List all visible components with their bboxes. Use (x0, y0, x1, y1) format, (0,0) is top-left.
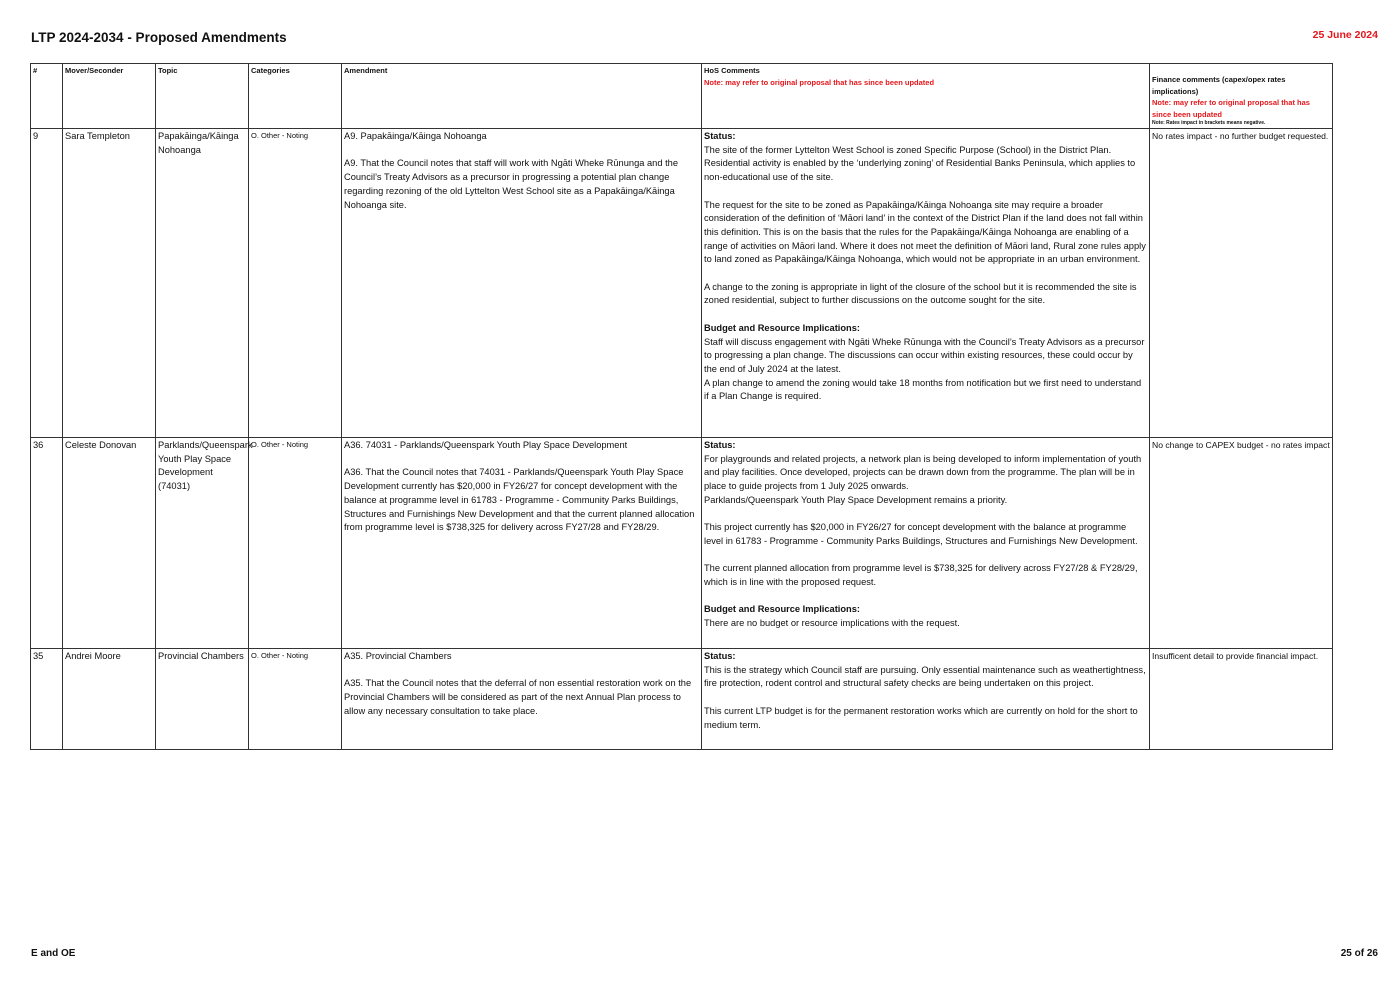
column-header-mover: Mover/Seconder (63, 64, 156, 129)
status-paragraph: A change to the zoning is appropriate in light of the closure of the school but it is recommended the site is zoned residential, subject to further discussions on the outcome sought for the site. (704, 281, 1137, 306)
cell-num: 35 (31, 649, 63, 750)
amendment-title: A35. Provincial Chambers (344, 651, 452, 661)
cell-mover: Celeste Donovan (63, 438, 156, 649)
cell-amendment (342, 438, 702, 649)
amendment-body: A35. That the Council notes that the deferral of non essential restoration work on the Provincial Chambers will be considered as part of the next Annual Plan process to allow any necessary consultation to take place. (344, 678, 692, 716)
cell-finance-comments: No rates impact - no further budget requested. (1150, 129, 1333, 438)
finance-header-small-note: Note: Rates impact in brackets means negative. (1152, 120, 1266, 126)
cell-category: O. Other - Noting (249, 649, 342, 750)
column-header-finance (1150, 64, 1333, 129)
column-header-num: # (31, 64, 63, 129)
cell-num: 36 (31, 438, 63, 649)
column-header-amendment: Amendment (342, 64, 702, 129)
footer-disclaimer: E and OE (31, 948, 76, 959)
status-paragraph: For playgrounds and related projects, a network plan is being developed to inform implementation of youth and play facilities. Once developed, projects can be drawn down from the programme. The plan will be in place to guide projects from 1 July 2025 onwards. (704, 453, 1142, 492)
column-header-hos (702, 64, 1150, 129)
column-header-topic: Topic (156, 64, 249, 129)
cell-mover: Sara Templeton (63, 129, 156, 438)
hos-header-note: Note: may refer to original proposal that has since been updated (704, 77, 935, 87)
page-number: 25 of 26 (1340, 948, 1378, 959)
status-paragraph: This is the strategy which Council staff are pursuing. Only essential maintenance such as weathertightness, fire protection, rodent control and structural safety checks are being undertaken on this project. (704, 664, 1146, 689)
cell-category: O. Other - Noting (249, 129, 342, 438)
table-row (31, 649, 1333, 750)
cell-mover: Andrei Moore (63, 649, 156, 750)
hos-header-label: HoS Comments (704, 66, 760, 75)
cell-category: O. Other - Noting (249, 438, 342, 649)
status-label: Status: (704, 440, 736, 450)
table-row (31, 129, 1333, 438)
cell-amendment (342, 649, 702, 750)
cell-amendment (342, 129, 702, 438)
amendment-body: A9. That the Council notes that staff will work with Ngāti Wheke Rūnunga and the Council’s Treaty Advisors as a precursor in progressing a potential plan change regarding rezoning of the old Lyttelton West School site as a Papakāinga/Kāinga Nohoanga site. (344, 158, 679, 210)
cell-topic: Papakāinga/Kāinga Nohoanga (156, 129, 249, 438)
finance-header-label: Finance comments (capex/opex rates implications) (1152, 75, 1286, 96)
cell-num: 9 (31, 129, 63, 438)
cell-hos-comments (702, 129, 1150, 438)
table-header-row (31, 64, 1333, 129)
status-label: Status: (704, 131, 736, 141)
budget-label: Budget and Resource Implications: (704, 604, 861, 615)
cell-finance-comments: Insufficent detail to provide financial impact. (1150, 649, 1333, 750)
amendment-title: A36. 74031 - Parklands/Queenspark Youth Play Space Development (344, 440, 628, 450)
cell-hos-comments (702, 438, 1150, 649)
budget-paragraph: There are no budget or resource implications with the request. (704, 618, 960, 629)
status-paragraph: The request for the site to be zoned as Papakāinga/Kāinga Nohoanga site may require a broader consideration of the definition of ‘Māori land’ in the context of the District Plan if the land does not fall within this definition. This is on the basis that the rules for the Papakāinga/Kāinga Nohoanga are enabling of a range of activities on Māori land. Where it does not meet the definition of Māori land, Rural zone rules apply to land zoned as Papakāinga/Kāinga Nohoanga, which would not be appropriate in an urban environment. (704, 199, 1146, 265)
document-date: 25 June 2024 (1312, 29, 1378, 41)
amendments-table (30, 63, 1333, 750)
cell-topic: Parklands/Queenspark Youth Play Space Development (74031) (156, 438, 249, 649)
column-header-categories: Categories (249, 64, 342, 129)
status-paragraph: This project currently has $20,000 in FY26/27 for concept development with the balance at programme level in 61783 - Programme - Community Parks Buildings, Structures and Furnishings New Development. (704, 522, 1138, 546)
status-paragraph: The current planned allocation from programme level is $738,325 for delivery across FY27/28 & FY28/29, which is in line with the proposed request. (704, 563, 1138, 587)
amendment-body: A36. That the Council notes that 74031 - Parklands/Queenspark Youth Play Space Development currently has $20,000 in FY26/27 for concept development with the balance at programme level in 61783 - Programme - Community Parks Buildings, Structures and Furnishings New Development and that the current planned allocation from programme level is $738,325 for delivery across FY27/28 and FY28/29. (344, 467, 695, 533)
page-title: LTP 2024-2034 - Proposed Amendments (31, 30, 287, 45)
amendment-title: A9. Papakāinga/Kāinga Nohoanga (344, 131, 487, 141)
cell-topic: Provincial Chambers (156, 649, 249, 750)
status-paragraph: Parklands/Queenspark Youth Play Space Development remains a priority. (704, 494, 1008, 505)
status-paragraph: This current LTP budget is for the permanent restoration works which are currently on hold for the short to medium term. (704, 705, 1138, 730)
budget-label: Budget and Resource Implications: (704, 322, 861, 333)
finance-header-note: Note: may refer to original proposal that has since been updated (1152, 98, 1310, 119)
status-paragraph: The site of the former Lyttelton West School is zoned Specific Purpose (School) in the District Plan. Residential activity is enabled by the ‘underlying zoning’ of Residential Banks Peninsula, which applies to non-educational use of the site. (704, 144, 1136, 183)
cell-finance-comments: No change to CAPEX budget - no rates impact (1150, 438, 1333, 649)
budget-paragraph: Staff will discuss engagement with Ngāti Wheke Rūnunga with the Council’s Treaty Advisors as a precursor to progressing a plan change. The discussions can occur within existing resources, these could occur by the end of July 2024 at the latest. (704, 336, 1145, 374)
status-label: Status: (704, 651, 736, 661)
cell-hos-comments (702, 649, 1150, 750)
table-row (31, 438, 1333, 649)
budget-paragraph: A plan change to amend the zoning would take 18 months from notification but we first need to understand if a Plan Change is required. (704, 377, 1142, 402)
